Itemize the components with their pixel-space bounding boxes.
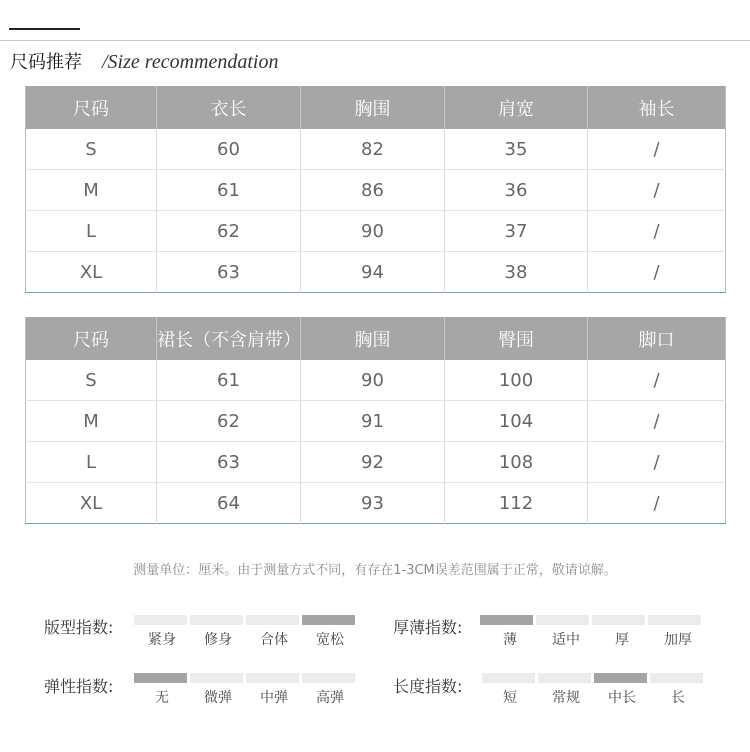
table-row bbox=[26, 401, 726, 442]
table-cell: 82 bbox=[301, 129, 445, 170]
size-table-bottom bbox=[25, 317, 726, 524]
index-segment bbox=[536, 615, 589, 625]
index-option: 无 bbox=[155, 690, 169, 706]
table-row bbox=[26, 211, 726, 252]
index-segment bbox=[592, 615, 645, 625]
heading-accent-line bbox=[9, 28, 80, 30]
table-cell: 38 bbox=[445, 252, 588, 293]
table-cell: 63 bbox=[157, 442, 301, 483]
index-segment bbox=[190, 673, 243, 683]
index-option: 宽松 bbox=[316, 632, 344, 648]
table-cell: 62 bbox=[157, 211, 301, 252]
header-sleeve: 袖长 bbox=[588, 86, 726, 129]
table-cell: 64 bbox=[157, 483, 301, 524]
table-cell: S bbox=[26, 360, 157, 401]
index-segment bbox=[246, 673, 299, 683]
measurement-note: 测量单位：厘米。由于测量方式不同，有存在1-3CM误差范围属于正常，敬请谅解。 bbox=[133, 563, 617, 578]
index-segment bbox=[134, 673, 187, 683]
header-bust: 胸围 bbox=[301, 86, 445, 129]
index-segment bbox=[648, 615, 701, 625]
table-row bbox=[26, 129, 726, 170]
index-option: 厚 bbox=[615, 632, 629, 648]
elasticity-index-bar bbox=[134, 673, 355, 683]
table-cell: 100 bbox=[445, 360, 588, 401]
table-cell: / bbox=[588, 252, 726, 293]
index-option: 适中 bbox=[552, 632, 580, 648]
index-segment bbox=[538, 673, 591, 683]
header-size: 尺码 bbox=[26, 86, 157, 129]
size-table-top bbox=[25, 86, 726, 293]
table-header-row bbox=[26, 317, 726, 360]
table-row bbox=[26, 483, 726, 524]
fit-index-options bbox=[134, 629, 358, 649]
table-cell: XL bbox=[79, 492, 103, 514]
index-option: 中弹 bbox=[260, 690, 288, 706]
table-row bbox=[26, 442, 726, 483]
index-option: 修身 bbox=[204, 632, 232, 648]
index-option: 常规 bbox=[552, 690, 580, 706]
length-index-bar bbox=[482, 673, 703, 683]
index-segment bbox=[480, 615, 533, 625]
table-cell: 108 bbox=[445, 442, 588, 483]
header-hip: 臀围 bbox=[445, 317, 588, 360]
table-cell: / bbox=[588, 129, 726, 170]
heading-zh: 尺码推荐 bbox=[10, 52, 82, 73]
table-cell: M bbox=[26, 401, 157, 442]
table-cell: 60 bbox=[157, 129, 301, 170]
table-cell: / bbox=[588, 211, 726, 252]
index-option: 紧身 bbox=[148, 632, 176, 648]
table-cell: 61 bbox=[157, 360, 301, 401]
table-cell: / bbox=[588, 360, 726, 401]
thickness-index-label: 厚薄指数: bbox=[393, 618, 463, 637]
table-cell: / bbox=[588, 483, 726, 524]
header-shoulder: 肩宽 bbox=[445, 86, 588, 129]
index-segment bbox=[594, 673, 647, 683]
table-cell: 112 bbox=[445, 483, 588, 524]
table-cell: 90 bbox=[301, 360, 445, 401]
index-option: 微弹 bbox=[204, 690, 232, 706]
header-hem: 脚口 bbox=[588, 317, 726, 360]
elasticity-index-label: 弹性指数: bbox=[44, 677, 114, 696]
table-cell: XL bbox=[79, 261, 103, 283]
table-cell: 63 bbox=[157, 252, 301, 293]
index-option: 中长 bbox=[608, 690, 636, 706]
index-segment bbox=[302, 673, 355, 683]
heading-en: /Size recommendation bbox=[102, 51, 279, 73]
header-length: 衣长 bbox=[157, 86, 301, 129]
index-option: 加厚 bbox=[664, 632, 692, 648]
table-cell: 93 bbox=[301, 483, 445, 524]
index-option: 长 bbox=[671, 690, 685, 706]
table-row bbox=[26, 360, 726, 401]
table-header-row bbox=[26, 86, 726, 129]
index-segment bbox=[190, 615, 243, 625]
table-cell: 37 bbox=[445, 211, 588, 252]
table-cell: 94 bbox=[301, 252, 445, 293]
table-cell: / bbox=[588, 401, 726, 442]
header-bust: 胸围 bbox=[301, 317, 445, 360]
table-cell: 104 bbox=[445, 401, 588, 442]
index-option: 薄 bbox=[503, 632, 517, 648]
table-cell: 36 bbox=[445, 170, 588, 211]
index-segment bbox=[482, 673, 535, 683]
table-row bbox=[26, 170, 726, 211]
table-row bbox=[26, 252, 726, 293]
table-cell: L bbox=[26, 442, 157, 483]
index-segment bbox=[302, 615, 355, 625]
table-cell: / bbox=[588, 170, 726, 211]
table-cell: 91 bbox=[301, 401, 445, 442]
index-segment bbox=[134, 615, 187, 625]
table-cell: 86 bbox=[301, 170, 445, 211]
header-size: 尺码 bbox=[26, 317, 157, 360]
heading-divider bbox=[0, 40, 750, 41]
fit-index-bar bbox=[134, 615, 355, 625]
table-cell: 90 bbox=[301, 211, 445, 252]
table-cell: M bbox=[26, 170, 157, 211]
fit-index-label: 版型指数: bbox=[44, 618, 114, 637]
table-cell: 92 bbox=[301, 442, 445, 483]
table-cell: / bbox=[588, 442, 726, 483]
table-cell: S bbox=[26, 129, 157, 170]
index-segment bbox=[246, 615, 299, 625]
length-index-label: 长度指数: bbox=[393, 677, 463, 696]
length-index-options bbox=[482, 687, 706, 707]
thickness-index-bar bbox=[480, 615, 701, 625]
section-heading bbox=[10, 48, 278, 74]
elasticity-index-options bbox=[134, 687, 358, 707]
index-segment bbox=[650, 673, 703, 683]
table-cell: 61 bbox=[157, 170, 301, 211]
header-dress-length: 裙长（不含肩带） bbox=[157, 317, 301, 360]
index-option: 合体 bbox=[260, 632, 288, 648]
index-option: 短 bbox=[503, 690, 517, 706]
table-cell: 35 bbox=[445, 129, 588, 170]
index-option: 高弹 bbox=[316, 690, 344, 706]
table-cell: L bbox=[26, 211, 157, 252]
thickness-index-options bbox=[482, 629, 706, 649]
table-cell: 62 bbox=[157, 401, 301, 442]
